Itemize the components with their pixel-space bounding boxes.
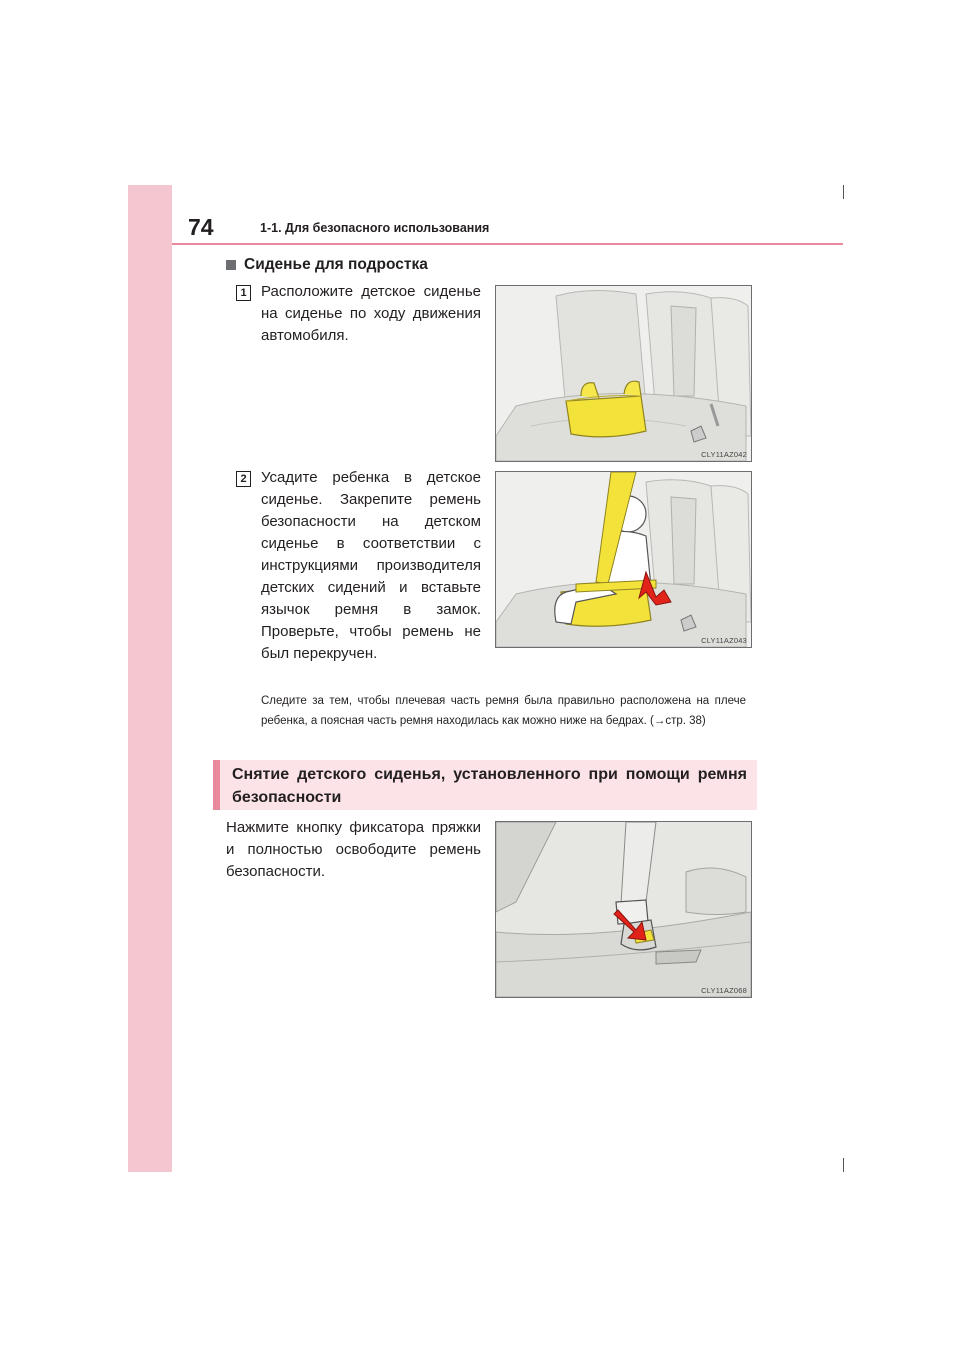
figure-booster-seat bbox=[495, 285, 752, 462]
square-bullet-icon bbox=[226, 260, 236, 270]
child-seat-illustration bbox=[496, 472, 751, 647]
subsection-title: Сиденье для подростка bbox=[244, 256, 428, 273]
side-color-band bbox=[128, 185, 172, 1172]
section-heading-box bbox=[213, 760, 757, 810]
step-2-badge: 2 bbox=[236, 471, 251, 487]
section-body-text: Нажмите кнопку фиксатора пряжки и полностью освободите ремень безопасности. bbox=[226, 819, 481, 880]
step-2-text: Усадите ребенка в детское сиденье. Закрепите ремень безопасности на детском сиденье в соответствии с инструкциями производителя детских сидений и вставьте язычок ремня в замок. Проверьте, чтобы ремень не был перекручен. bbox=[261, 469, 481, 662]
section-title: Снятие детского сиденья, установленного при помощи ремня безопасности bbox=[232, 766, 747, 806]
chapter-title: 1-1. Для безопасного использования bbox=[260, 221, 490, 235]
figure-release-buckle bbox=[495, 821, 752, 998]
booster-seat-illustration bbox=[496, 286, 751, 461]
figure-code: CLY11AZ042 bbox=[701, 450, 747, 459]
step-1-text: Расположите детское сиденье на сиденье по ходу движения автомобиля. bbox=[261, 283, 481, 344]
buckle-release-illustration bbox=[496, 822, 751, 997]
note-text: Следите за тем, чтобы плечевая часть ремня была правильно расположена на плече ребенка, а поясная часть ремня находилась как можно ниже на бедрах. (→стр. 38) bbox=[261, 695, 746, 727]
figure-code: CLY11AZ043 bbox=[701, 636, 747, 645]
header-rule bbox=[172, 243, 843, 245]
crop-mark-bottom bbox=[843, 1158, 844, 1172]
crop-mark-top bbox=[843, 185, 844, 199]
figure-code: CLY11AZ068 bbox=[701, 986, 747, 995]
page-number: 74 bbox=[188, 214, 214, 240]
step-1-badge: 1 bbox=[236, 285, 251, 301]
subsection-heading bbox=[226, 256, 428, 274]
figure-child-in-seat bbox=[495, 471, 752, 648]
